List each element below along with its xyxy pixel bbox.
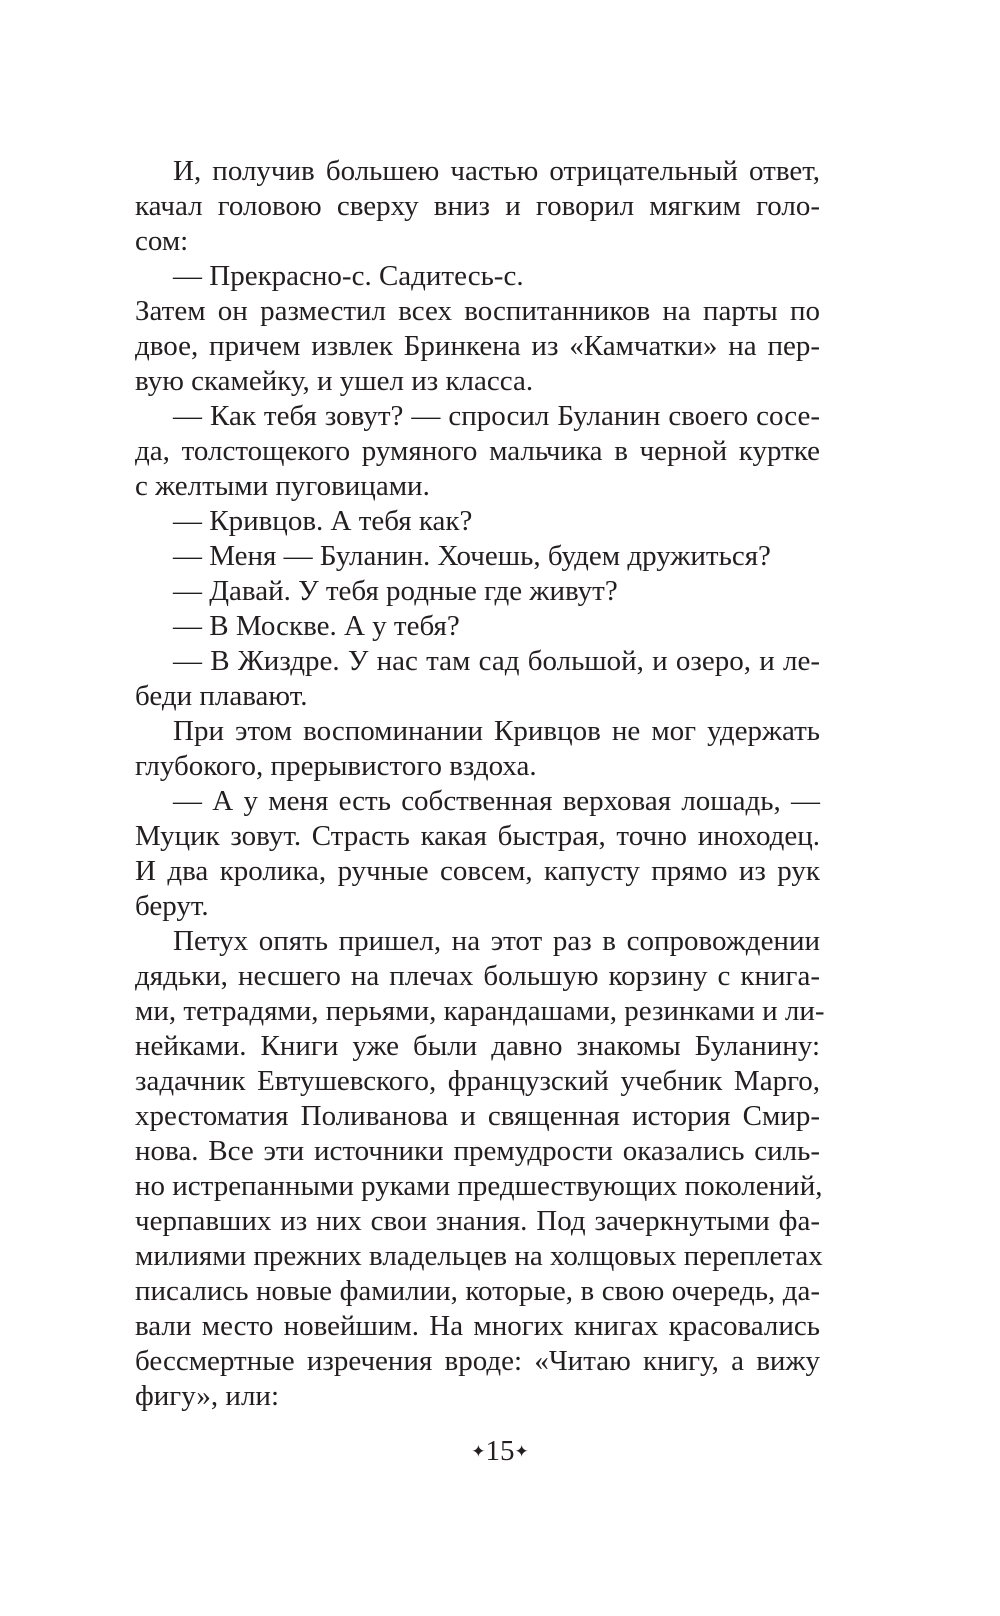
text-line: хрестоматия Поливанова и священная история Смир- (135, 1100, 820, 1132)
text-line: с желтыми пуговицами. (135, 470, 430, 502)
text-line: — В Москве. А у тебя? (173, 610, 460, 642)
text-line: Петух опять пришел, на этот раз в сопровождении (173, 925, 820, 957)
text-line: вали место новейшим. На многих книгах красовались (135, 1310, 820, 1342)
text-line: писались новые фамилии, которые, в свою очередь, да- (135, 1275, 820, 1307)
text-line: берут. (135, 890, 209, 922)
text-line: дядьки, несшего на плечах большую корзину с книга- (135, 960, 820, 992)
ornament-left-icon: ✦ (471, 1441, 486, 1461)
text-line: нейками. Книги уже были давно знакомы Буланину: (135, 1030, 820, 1062)
text-line: фигу», или: (135, 1380, 279, 1412)
text-line: — В Жиздре. У нас там сад большой, и озеро, и ле- (173, 645, 820, 677)
text-line: милиями прежних владельцев на холщовых переплетах (135, 1240, 823, 1272)
text-line: вую скамейку, и ушел из класса. (135, 365, 534, 397)
text-line: задачник Евтушевского, французский учебник Марго, (135, 1065, 820, 1097)
text-line: качал головою сверху вниз и говорил мягким голо- (135, 190, 820, 222)
text-line: беди плавают. (135, 680, 308, 712)
text-line: И, получив большею частью отрицательный ответ, (173, 155, 820, 187)
text-line: И два кролика, ручные совсем, капусту прямо из рук (135, 855, 820, 887)
page-number-footer (0, 1432, 1000, 1469)
ornament-right-icon: ✦ (514, 1441, 529, 1461)
text-line: — А у меня есть собственная верховая лошадь, — (173, 785, 820, 817)
body-text (135, 154, 825, 1414)
text-line: Затем он разместил всех воспитанников на парты по (135, 295, 820, 327)
text-line: глубокого, прерывистого вздоха. (135, 750, 537, 782)
text-line: черпавших из них свои знания. Под зачеркнутыми фа- (135, 1205, 820, 1237)
text-line: — Меня — Буланин. Хочешь, будем дружиться? (173, 540, 771, 572)
text-line: При этом воспоминании Кривцов не мог удержать (173, 715, 820, 747)
text-line: — Давай. У тебя родные где живут? (173, 575, 618, 607)
text-line: — Прекрасно-с. Садитесь-с. (173, 260, 524, 292)
text-line: — Как тебя зовут? — спросил Буланин своего сосе- (173, 400, 820, 432)
text-line: сом: (135, 225, 189, 257)
text-line: бессмертные изречения вроде: «Читаю книгу, а вижу (135, 1345, 820, 1377)
text-line: двое, причем извлек Бринкена из «Камчатки» на пер- (135, 330, 820, 362)
text-line: Муцик зовут. Страсть какая быстрая, точно иноходец. (135, 820, 820, 852)
text-line: ми, тетрадями, перьями, карандашами, резинками и ли- (135, 995, 825, 1027)
page-number: 15 (485, 1434, 515, 1467)
text-line: но истрепанными руками предшествующих поколений, (135, 1170, 823, 1202)
text-line: да, толстощекого румяного мальчика в черной куртке (135, 435, 820, 467)
text-line: — Кривцов. А тебя как? (173, 505, 473, 537)
text-line: нова. Все эти источники премудрости оказались силь- (135, 1135, 820, 1167)
